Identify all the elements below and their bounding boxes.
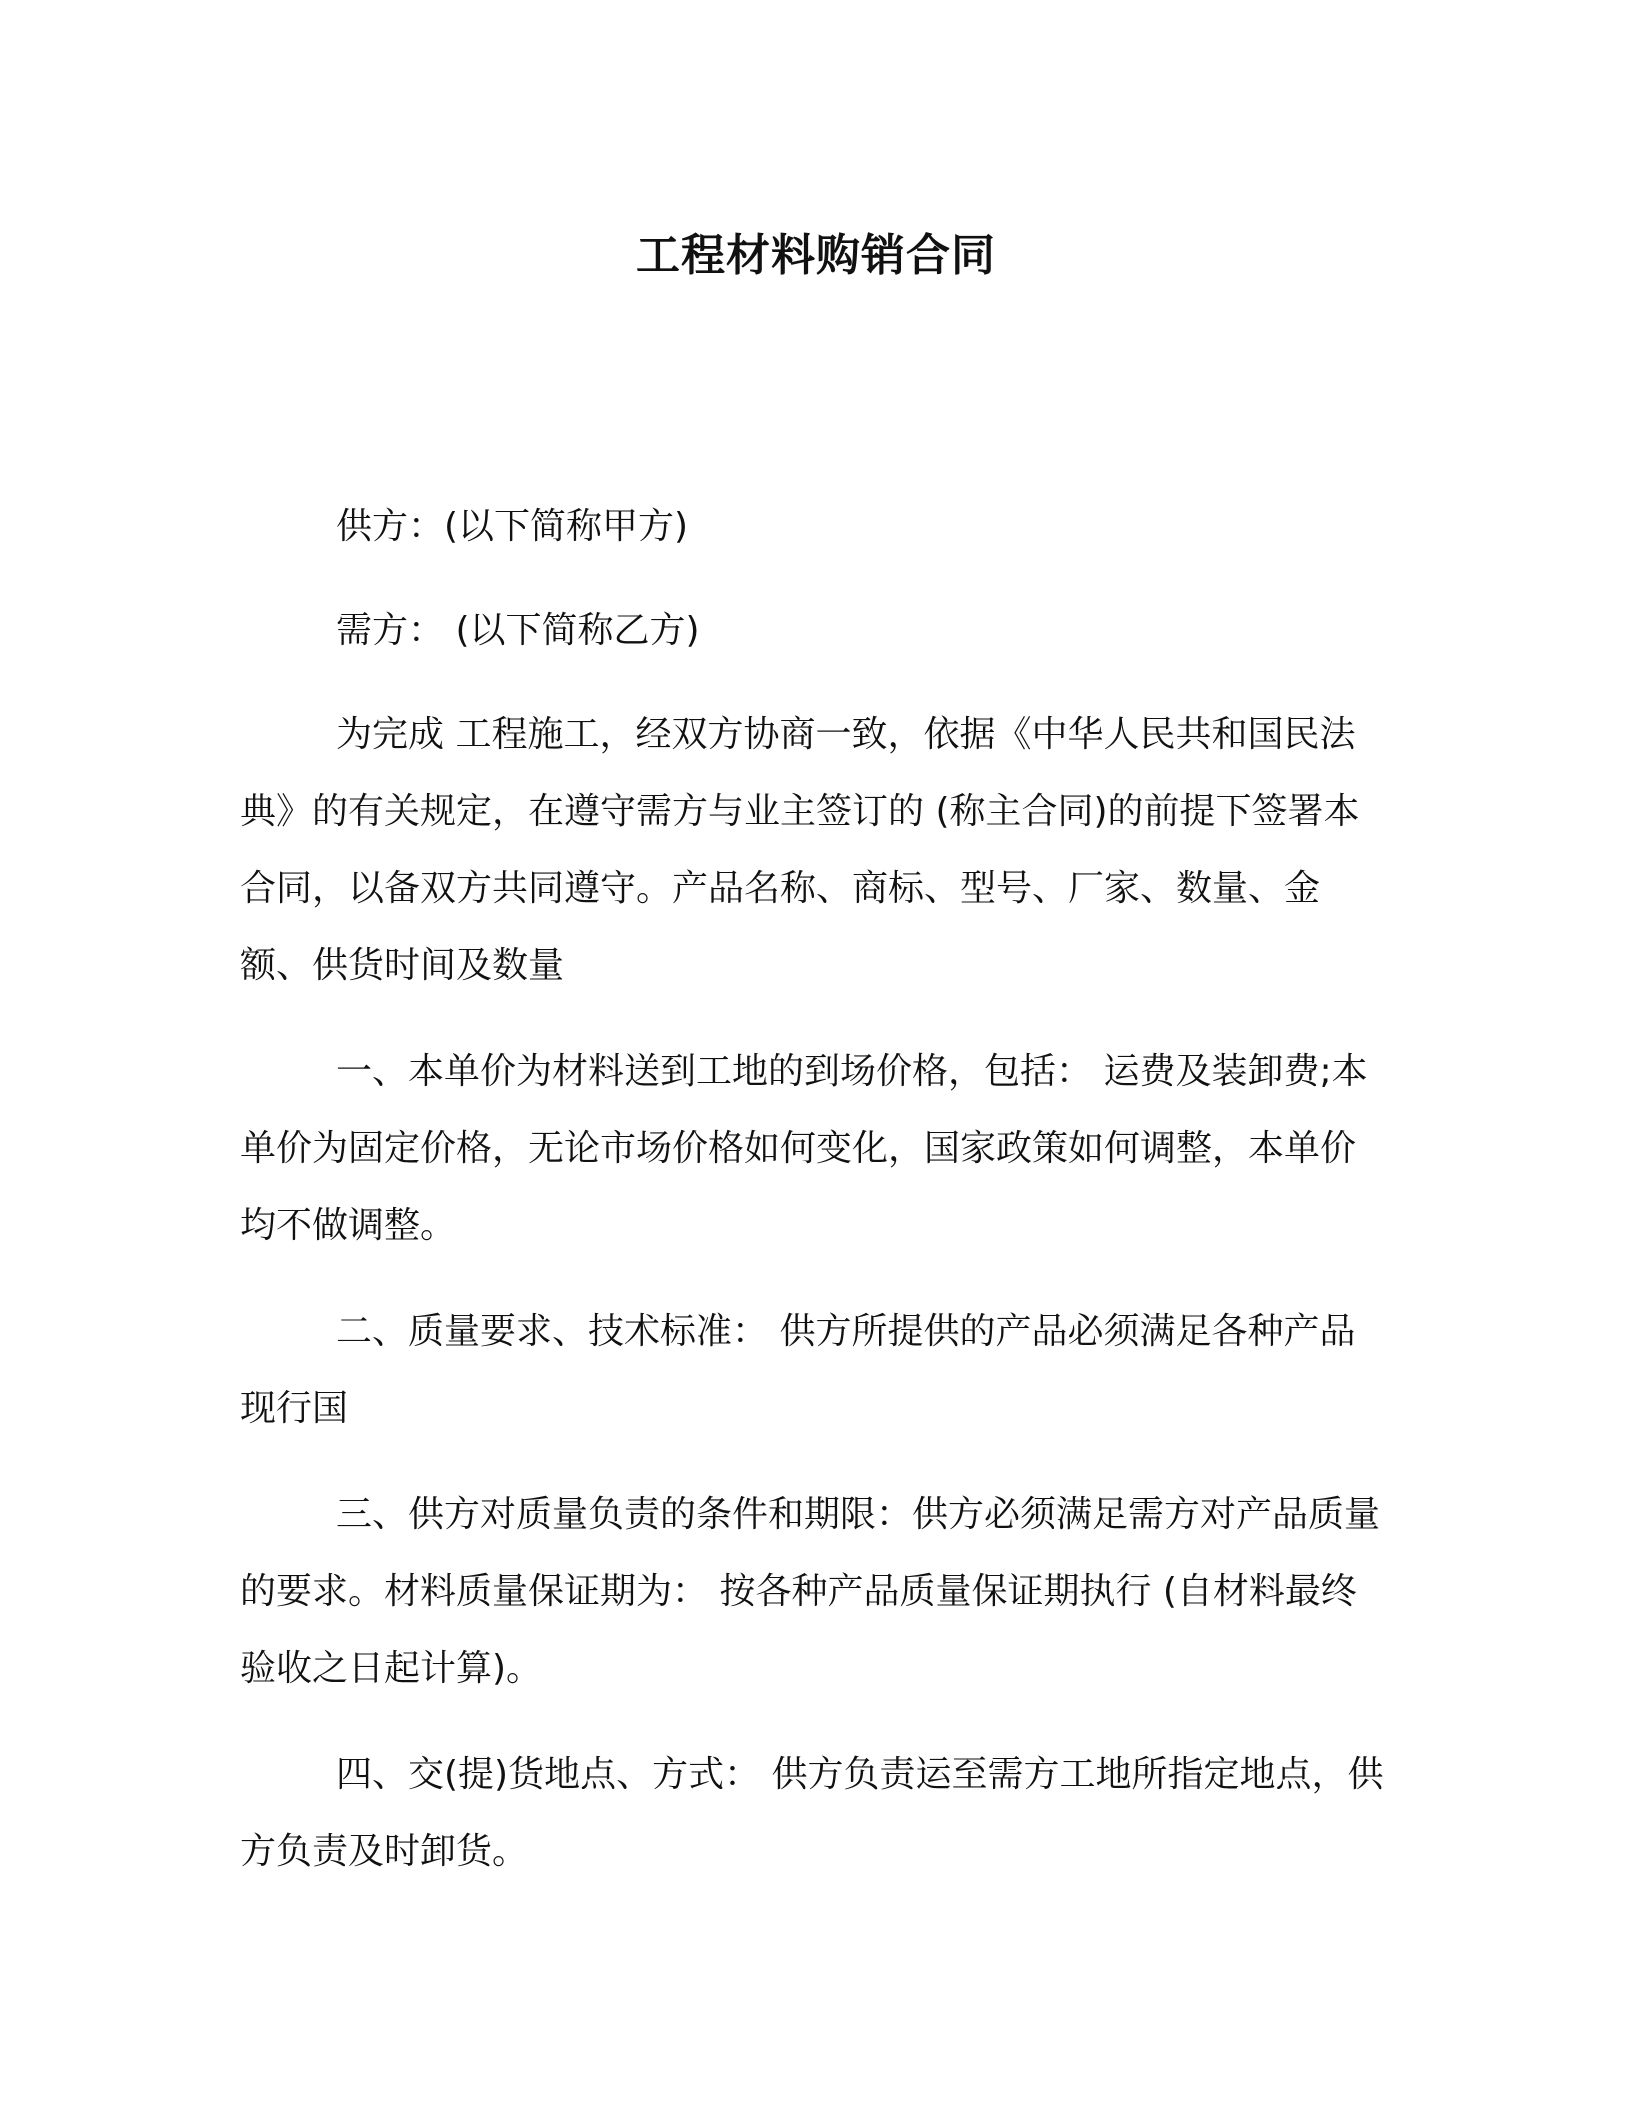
document-title: 工程材料购销合同 bbox=[636, 230, 996, 281]
supplier-line: 供方：(以下简称甲方) bbox=[336, 506, 689, 547]
clause-4: 四、交(提)货地点、方式： 供方负责运至需方工地所指定地点，供方负责及时卸货。 bbox=[240, 1754, 1384, 1872]
buyer-line: 需方： (以下简称乙方) bbox=[336, 610, 700, 651]
document-body bbox=[240, 488, 1390, 1890]
clause-1: 一、本单价为材料送到工地的到场价格，包括： 运费及装卸费;本单价为固定价格，无论市场价格如何变化，国家政策如何调整，本单价均不做调整。 bbox=[240, 1051, 1368, 1246]
preamble-paragraph: 为完成 工程施工，经双方协商一致，依据《中华人民共和国民法典》的有关规定，在遵守需方与业主签订的 (称主合同)的前提下签署本合同，以备双方共同遵守。产品名称、商标、型号、厂家、数量、金额、供货时间及数量 bbox=[240, 714, 1360, 986]
clause-3: 三、供方对质量负责的条件和期限：供方必须满足需方对产品质量的要求。材料质量保证期为： 按各种产品质量保证期执行 (自材料最终验收之日起计算)。 bbox=[240, 1494, 1381, 1689]
clause-2: 二、质量要求、技术标准： 供方所提供的产品必须满足各种产品现行国 bbox=[240, 1311, 1356, 1429]
